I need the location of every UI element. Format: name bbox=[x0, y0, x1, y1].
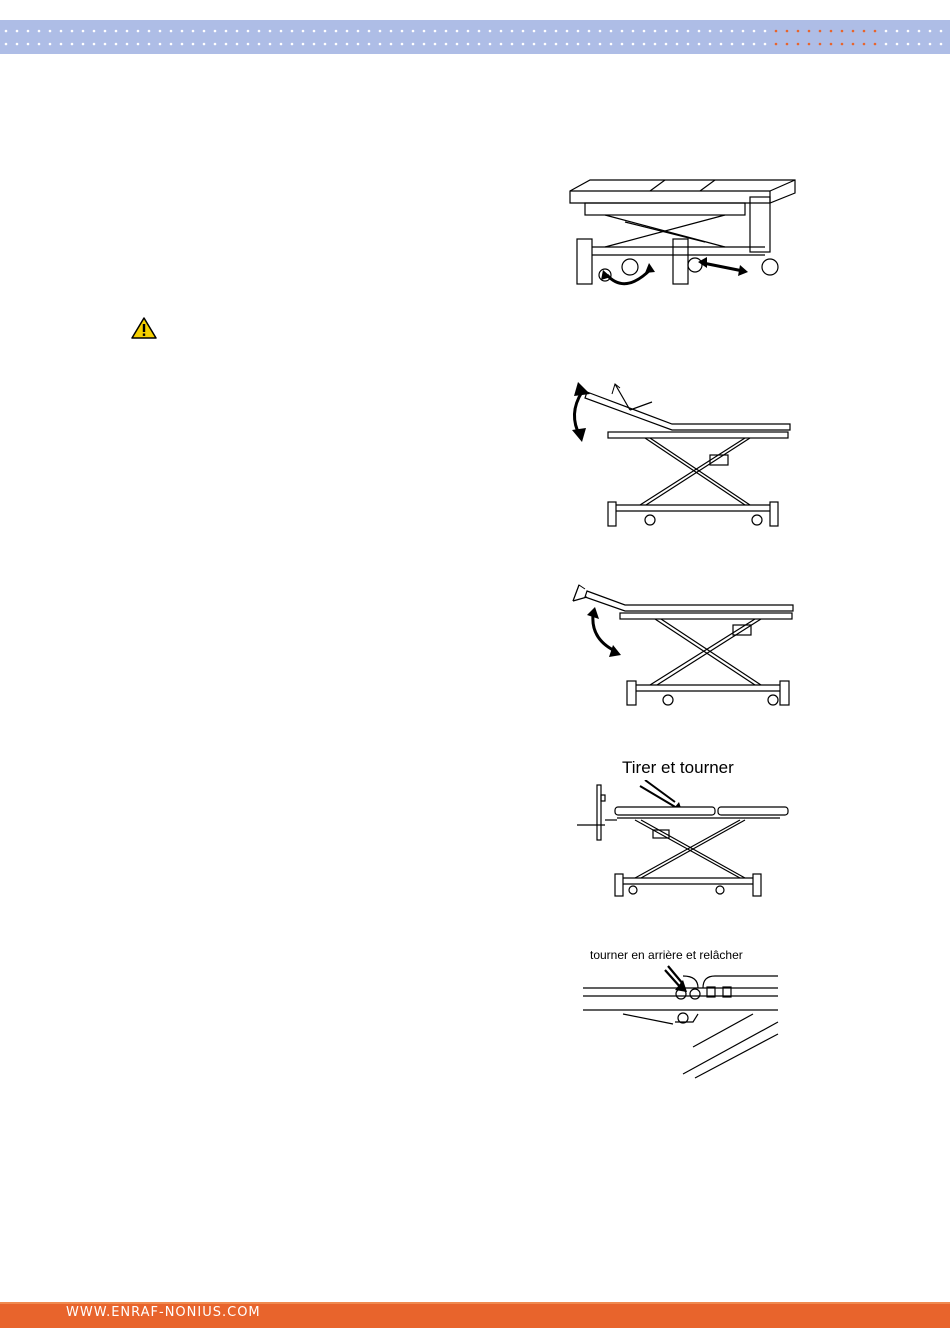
header-dot bbox=[588, 43, 591, 46]
header-dot bbox=[225, 43, 228, 46]
header-dot bbox=[588, 30, 591, 33]
header-dot bbox=[643, 30, 646, 33]
header-dot bbox=[731, 30, 734, 33]
table-armrest-illustration bbox=[575, 780, 795, 900]
header-dot bbox=[720, 30, 723, 33]
header-dot bbox=[940, 30, 943, 33]
header-dot bbox=[192, 43, 195, 46]
header-dot bbox=[654, 43, 657, 46]
header-dot bbox=[324, 30, 327, 33]
header-dot bbox=[60, 30, 63, 33]
header-dot bbox=[753, 43, 756, 46]
header-dot bbox=[654, 30, 657, 33]
header-dot bbox=[478, 30, 481, 33]
header-dot bbox=[324, 43, 327, 46]
header-dot bbox=[808, 43, 811, 46]
header-dot bbox=[236, 30, 239, 33]
header-dot bbox=[489, 30, 492, 33]
header-dot bbox=[335, 43, 338, 46]
header-dot bbox=[247, 30, 250, 33]
header-dot bbox=[82, 43, 85, 46]
header-dot bbox=[291, 30, 294, 33]
header-dot bbox=[390, 43, 393, 46]
header-dot bbox=[93, 30, 96, 33]
header-dot bbox=[775, 43, 778, 46]
header-band bbox=[0, 20, 950, 54]
header-dot bbox=[346, 30, 349, 33]
header-dot bbox=[104, 43, 107, 46]
header-dot bbox=[269, 30, 272, 33]
header-dot bbox=[742, 43, 745, 46]
header-dot bbox=[93, 43, 96, 46]
table-head-down-illustration bbox=[565, 573, 800, 713]
header-dot bbox=[214, 43, 217, 46]
header-dot bbox=[852, 43, 855, 46]
header-dot bbox=[544, 30, 547, 33]
header-dot bbox=[269, 43, 272, 46]
header-dot bbox=[203, 43, 206, 46]
header-dot bbox=[918, 30, 921, 33]
header-dot bbox=[313, 30, 316, 33]
header-dot bbox=[181, 43, 184, 46]
header-dot bbox=[665, 43, 668, 46]
header-dot bbox=[434, 30, 437, 33]
header-dot bbox=[929, 43, 932, 46]
header-dot bbox=[357, 30, 360, 33]
header-dot bbox=[522, 30, 525, 33]
header-dot bbox=[786, 43, 789, 46]
header-dot bbox=[456, 30, 459, 33]
header-dot bbox=[907, 30, 910, 33]
header-dot bbox=[478, 43, 481, 46]
figure-label-tirer: Tirer et tourner bbox=[622, 758, 734, 777]
header-dot bbox=[819, 43, 822, 46]
header-dot bbox=[401, 30, 404, 33]
header-dot bbox=[159, 43, 162, 46]
header-dot bbox=[379, 30, 382, 33]
header-dot bbox=[489, 43, 492, 46]
header-dot bbox=[610, 30, 613, 33]
header-dot bbox=[115, 43, 118, 46]
header-dot bbox=[863, 43, 866, 46]
header-dot bbox=[720, 43, 723, 46]
header-dot bbox=[27, 43, 30, 46]
header-dot bbox=[16, 30, 19, 33]
header-dot bbox=[280, 30, 283, 33]
header-dot bbox=[676, 30, 679, 33]
header-dot bbox=[126, 43, 129, 46]
header-dot bbox=[874, 30, 877, 33]
header-dot bbox=[874, 43, 877, 46]
header-dot bbox=[5, 30, 8, 33]
header-dot bbox=[918, 43, 921, 46]
header-dot bbox=[731, 43, 734, 46]
header-dot bbox=[49, 43, 52, 46]
header-dot bbox=[852, 30, 855, 33]
header-dot bbox=[467, 43, 470, 46]
header-dot bbox=[445, 43, 448, 46]
header-dot bbox=[819, 30, 822, 33]
header-dot bbox=[247, 43, 250, 46]
header-dot bbox=[621, 43, 624, 46]
header-dot bbox=[841, 30, 844, 33]
header-dot bbox=[676, 43, 679, 46]
header-dot bbox=[423, 30, 426, 33]
header-dot bbox=[797, 43, 800, 46]
header-dot bbox=[632, 30, 635, 33]
header-dot bbox=[115, 30, 118, 33]
header-dot bbox=[797, 30, 800, 33]
header-dot bbox=[104, 30, 107, 33]
header-dot bbox=[940, 43, 943, 46]
figure-label-tourner: tourner en arrière et relâcher bbox=[590, 948, 743, 962]
header-dot bbox=[38, 30, 41, 33]
header-dot bbox=[82, 30, 85, 33]
header-dot bbox=[412, 43, 415, 46]
header-dot bbox=[643, 43, 646, 46]
header-dot bbox=[786, 30, 789, 33]
header-dot bbox=[511, 43, 514, 46]
header-dot bbox=[236, 43, 239, 46]
header-dot bbox=[500, 30, 503, 33]
header-dot bbox=[687, 30, 690, 33]
header-dot bbox=[38, 43, 41, 46]
header-dot bbox=[148, 43, 151, 46]
header-dot bbox=[742, 30, 745, 33]
header-dot bbox=[203, 30, 206, 33]
header-dot bbox=[71, 43, 74, 46]
header-dot bbox=[555, 30, 558, 33]
header-dot bbox=[258, 43, 261, 46]
header-dot bbox=[698, 30, 701, 33]
header-dot bbox=[830, 30, 833, 33]
header-dot bbox=[522, 43, 525, 46]
header-dot bbox=[346, 43, 349, 46]
header-dot bbox=[808, 30, 811, 33]
table-lock-detail-illustration bbox=[583, 962, 783, 1080]
header-dot bbox=[434, 43, 437, 46]
header-dot bbox=[412, 30, 415, 33]
header-dot bbox=[357, 43, 360, 46]
header-dot bbox=[610, 43, 613, 46]
header-dot bbox=[467, 30, 470, 33]
header-dot bbox=[830, 43, 833, 46]
header-dot bbox=[632, 43, 635, 46]
header-dot bbox=[544, 43, 547, 46]
header-dot bbox=[709, 30, 712, 33]
header-dot bbox=[841, 43, 844, 46]
header-dot bbox=[27, 30, 30, 33]
header-dot bbox=[665, 30, 668, 33]
header-dot bbox=[126, 30, 129, 33]
header-dot bbox=[302, 30, 305, 33]
header-dot bbox=[71, 30, 74, 33]
header-dot bbox=[511, 30, 514, 33]
table-wheels-lock-illustration bbox=[565, 177, 800, 292]
header-dot bbox=[555, 43, 558, 46]
header-dot bbox=[170, 43, 173, 46]
header-dot bbox=[379, 43, 382, 46]
header-dot bbox=[764, 43, 767, 46]
header-dot bbox=[929, 30, 932, 33]
header-dot bbox=[214, 30, 217, 33]
header-dot bbox=[49, 30, 52, 33]
header-dot bbox=[170, 30, 173, 33]
header-dot bbox=[885, 43, 888, 46]
header-dot bbox=[390, 30, 393, 33]
header-dot bbox=[456, 43, 459, 46]
header-dot bbox=[335, 30, 338, 33]
header-dot bbox=[621, 30, 624, 33]
header-dot bbox=[687, 43, 690, 46]
header-dot bbox=[291, 43, 294, 46]
footer-website-link[interactable]: WWW.ENRAF-NONIUS.COM bbox=[66, 1305, 261, 1320]
warning-triangle-icon bbox=[131, 317, 157, 339]
header-dot bbox=[500, 43, 503, 46]
header-dot bbox=[907, 43, 910, 46]
header-dot bbox=[566, 30, 569, 33]
header-dot bbox=[159, 30, 162, 33]
header-dot bbox=[577, 30, 580, 33]
header-dot bbox=[192, 30, 195, 33]
header-dot bbox=[137, 43, 140, 46]
header-dot bbox=[368, 43, 371, 46]
header-dot bbox=[368, 30, 371, 33]
header-dot bbox=[533, 30, 536, 33]
header-dot bbox=[896, 30, 899, 33]
header-dot bbox=[896, 43, 899, 46]
header-dot bbox=[577, 43, 580, 46]
header-dot bbox=[533, 43, 536, 46]
header-dot bbox=[698, 43, 701, 46]
header-dot bbox=[566, 43, 569, 46]
header-dot bbox=[302, 43, 305, 46]
header-dot bbox=[258, 30, 261, 33]
header-dot bbox=[423, 43, 426, 46]
header-dot bbox=[313, 43, 316, 46]
header-dot bbox=[764, 30, 767, 33]
header-dot bbox=[401, 43, 404, 46]
header-dot bbox=[148, 30, 151, 33]
header-dot bbox=[60, 43, 63, 46]
header-dot bbox=[753, 30, 756, 33]
header-dot bbox=[863, 30, 866, 33]
header-dot bbox=[885, 30, 888, 33]
header-dot bbox=[599, 43, 602, 46]
header-dot bbox=[709, 43, 712, 46]
table-head-up-illustration bbox=[560, 380, 800, 530]
header-dot bbox=[181, 30, 184, 33]
header-dot bbox=[599, 30, 602, 33]
header-dot bbox=[225, 30, 228, 33]
header-dot-pattern bbox=[0, 20, 950, 54]
header-dot bbox=[445, 30, 448, 33]
header-dot bbox=[137, 30, 140, 33]
header-dot bbox=[16, 43, 19, 46]
header-dot bbox=[5, 43, 8, 46]
header-dot bbox=[280, 43, 283, 46]
header-dot bbox=[775, 30, 778, 33]
